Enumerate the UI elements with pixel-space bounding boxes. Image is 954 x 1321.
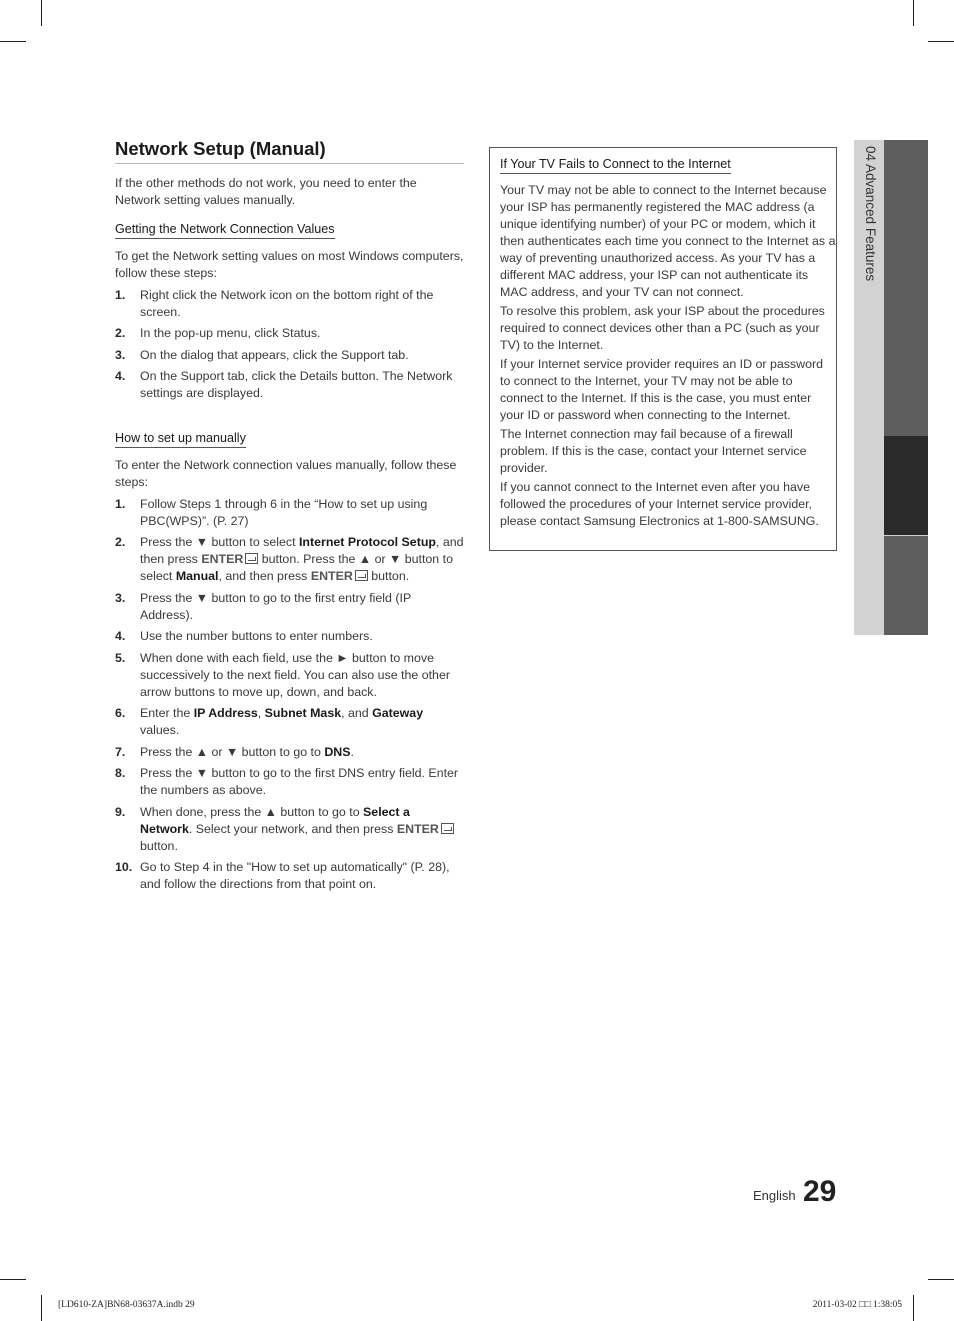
box-paragraph: To resolve this problem, ask your ISP about the procedures required to connect devices other than a PC (such as your TV) to the Internet. [500, 304, 825, 352]
list-item: 3. Press the ▼ button to go to the first entry field (IP Address). [115, 590, 411, 622]
chapter-tab-segment-active [884, 436, 928, 535]
list-item: 6. Enter the IP Address, Subnet Mask, and Gateway values. [115, 706, 424, 737]
manual-intro: To enter the Network connection values manually, follow these steps: [115, 458, 457, 489]
section-intro: If the other methods do not work, you need to enter the Network setting values manually. [115, 176, 417, 207]
manual-steps [115, 496, 464, 894]
getting-values-intro: To get the Network setting values on most Windows computers, follow these steps: [115, 249, 464, 280]
crop-mark [913, 1295, 914, 1321]
chapter-tab-segment [884, 535, 928, 635]
list-item: 3. On the dialog that appears, click the Support tab. [115, 347, 409, 362]
list-item: 9. When done, press the ▲ button to go to Select a Network. Select your network, and then press ENTER button. [115, 804, 464, 855]
crop-mark [0, 1279, 26, 1280]
crop-mark [913, 0, 914, 26]
crop-mark [0, 41, 26, 42]
box-title: If Your TV Fails to Connect to the Internet [500, 157, 731, 174]
box-paragraph: The Internet connection may fail because of a firewall problem. If this is the case, contact your Internet service provider. [500, 427, 807, 475]
page-number: 29 [803, 1175, 837, 1208]
crop-mark [928, 1279, 954, 1280]
left-column [115, 138, 464, 893]
list-item: 2. Press the ▼ button to select Internet Protocol Setup, and then press ENTER button. Press the ▲ or ▼ button to select Manual, and then press ENTER button. [115, 535, 464, 583]
enter-icon [441, 823, 454, 834]
list-item: 8. Press the ▼ button to go to the first DNS entry field. Enter the numbers as above. [115, 766, 459, 797]
list-item: 1. Right click the Network icon on the bottom right of the screen. [115, 287, 434, 319]
troubleshooting-box [489, 147, 837, 551]
enter-button-label: ENTER [396, 821, 439, 836]
list-item: 10. Go to Step 4 in the "How to set up automatically" (P. 28), and follow the directions from that point on. [115, 860, 450, 891]
box-paragraph: Your TV may not be able to connect to the Internet because your ISP has permanently registered the MAC address (a unique identifying number) of your PC or modem, which it then authenticates each time you connect to the Internet as a way of preventing unauthorized access. As your TV has a different MAC address, your ISP can not authenticate its MAC address, and your TV can not connect. [500, 183, 836, 299]
list-item: 7. Press the ▲ or ▼ button to go to DNS. [115, 744, 354, 759]
subheading-manual: How to set up manually [115, 431, 246, 448]
list-item: 1. Follow Steps 1 through 6 in the “How to set up using PBC(WPS)”. (P. 27) [115, 496, 428, 528]
box-paragraph: If your Internet service provider requires an ID or password to connect to the Internet, your TV may not be able to connect to the Internet. If this is the case, you must enter your ID or password when connecting to the Internet. [500, 357, 823, 422]
list-item: 4. On the Support tab, click the Details button. The Network settings are displayed. [115, 369, 453, 400]
footer-language: English [753, 1188, 796, 1203]
crop-mark [41, 0, 42, 26]
imprint-right: 2011-03-02 □□ 1:38:05 [812, 1300, 902, 1310]
chapter-tab-label: 04 Advanced Features [863, 146, 878, 282]
enter-button-label: ENTER [201, 552, 244, 566]
box-paragraph: If you cannot connect to the Internet even after you have followed the procedures of your Internet service provider, please contact Samsung Electronics at 1-800-SAMSUNG. [500, 480, 819, 528]
chapter-tab-segment [884, 140, 928, 436]
enter-icon [245, 553, 258, 564]
imprint-left: [LD610-ZA]BN68-03637A.indb 29 [58, 1300, 195, 1310]
list-item: 4. Use the number buttons to enter numbers. [115, 629, 373, 643]
enter-icon [355, 570, 368, 581]
subheading-getting-values: Getting the Network Connection Values [115, 222, 335, 239]
page-title: Network Setup (Manual) [115, 138, 464, 164]
crop-mark [41, 1295, 42, 1321]
enter-button-label: ENTER [310, 569, 353, 583]
crop-mark [928, 41, 954, 42]
list-item: 5. When done with each field, use the ► button to move successively to the next field. You can also use the other arrow buttons to move up, down, and back. [115, 650, 450, 699]
getting-values-steps [115, 287, 464, 403]
list-item: 2. In the pop-up menu, click Status. [115, 326, 321, 340]
